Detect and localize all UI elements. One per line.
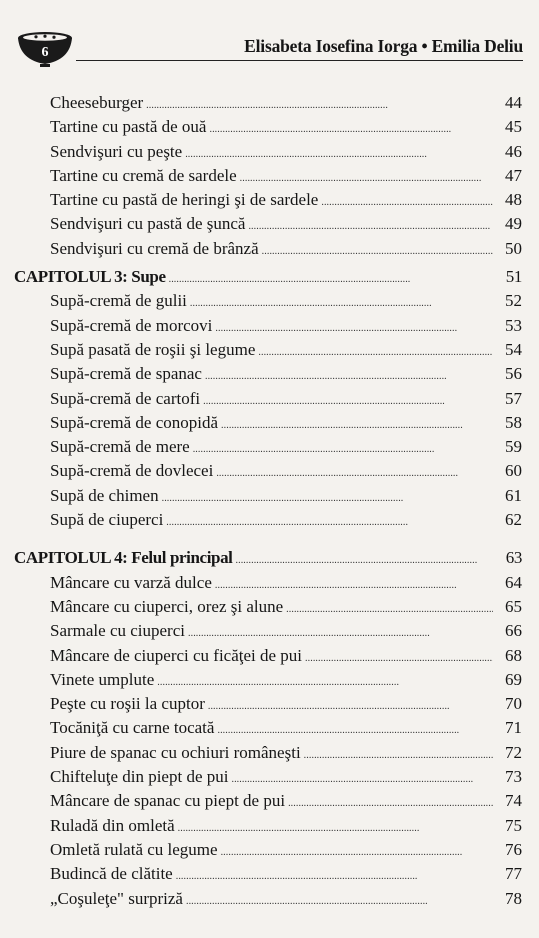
toc-entry-title: Tartine cu pastă de heringi şi de sardele <box>50 190 319 210</box>
toc-entry-page: 50 <box>505 238 522 258</box>
toc-entry-page: 56 <box>505 364 522 384</box>
dot-leader <box>258 340 493 360</box>
toc-entry-title: Sarmale cu ciuperci <box>50 621 185 641</box>
toc-entry <box>14 791 522 815</box>
toc-entry-title: Supă-cremă de gulii <box>50 291 187 311</box>
toc-entry <box>14 840 522 864</box>
toc-entry-page: 73 <box>505 767 522 787</box>
toc-entry-title: Omletă rulată cu legume <box>50 839 218 859</box>
dot-leader <box>217 718 493 738</box>
toc-entry-page: 46 <box>505 141 522 161</box>
toc-entry-page: 49 <box>505 214 522 234</box>
dot-leader <box>209 117 493 137</box>
toc-entry <box>14 573 522 597</box>
toc-entry-title: Supă-cremă de mere <box>50 437 190 457</box>
toc-entry-title: Supă-cremă de morcovi <box>50 315 213 335</box>
dot-leader <box>176 864 493 884</box>
toc-entry <box>14 510 522 534</box>
dot-leader <box>321 190 493 210</box>
dot-leader <box>286 597 493 617</box>
toc-entry-page: 66 <box>505 621 522 641</box>
toc-entry <box>14 340 522 364</box>
toc-entry-title: Tartine cu pastă de ouă <box>50 117 207 137</box>
toc-entry-title: Cheeseburger <box>50 93 144 112</box>
dot-leader <box>304 743 493 763</box>
toc-entry-page: 75 <box>505 815 522 835</box>
toc-entry <box>14 437 522 461</box>
toc-entry-title: Tartine cu cremă de sardele <box>50 165 237 185</box>
dot-leader <box>215 573 493 593</box>
bowl-page-badge-icon <box>14 26 76 68</box>
dot-leader <box>215 316 493 336</box>
toc-entry <box>14 166 522 190</box>
toc-entry-page: 53 <box>505 315 522 335</box>
toc-entry-page: 59 <box>505 437 522 457</box>
toc-entry-title: Piure de spanac cu ochiuri româneşti <box>50 742 301 762</box>
chapter-heading-4 <box>14 548 522 572</box>
dot-leader <box>262 239 493 259</box>
toc-entry <box>14 694 522 718</box>
toc-entry <box>14 214 522 238</box>
dot-leader <box>186 889 493 909</box>
page-number: 6 <box>41 45 49 60</box>
toc-entry <box>14 816 522 840</box>
toc-entry-title: Supă de ciuperci <box>50 510 164 530</box>
toc-entry-page: 64 <box>505 572 522 592</box>
toc-entry-title: Sendvişuri cu peşte <box>50 141 183 161</box>
toc-entry <box>14 718 522 742</box>
toc-entry-page: 58 <box>505 412 522 432</box>
page-header <box>14 26 523 68</box>
toc-entry-title: Mâncare de ciuperci cu ficăţei de pui <box>50 645 303 665</box>
toc-entry <box>14 767 522 791</box>
toc-entry-title: Peşte cu roşii la cuptor <box>50 694 205 714</box>
chapter-title: CAPITOLUL 4: Felul principal <box>14 548 233 568</box>
toc-entry-title: Supă-cremă de conopidă <box>50 412 219 432</box>
toc-entry-title: Tocăniţă cu carne tocată <box>50 718 215 738</box>
toc-entry <box>14 646 522 670</box>
toc-entry-page: 65 <box>505 596 522 616</box>
toc-entry <box>14 486 522 510</box>
dot-leader <box>162 486 493 506</box>
dot-leader <box>231 767 493 787</box>
toc-entry-title: Supă-cremă de dovlecei <box>50 461 214 481</box>
toc-entry-title: Mâncare cu ciuperci, orez şi alune <box>50 596 284 616</box>
toc-entry-title: Vinete umplute <box>50 669 155 689</box>
toc-entry-title: Supă pasată de roşii şi legume <box>50 339 256 359</box>
dot-leader <box>169 267 493 287</box>
toc-entry-page: 68 <box>505 645 522 665</box>
dot-leader <box>178 816 493 836</box>
toc-entry <box>14 597 522 621</box>
toc-entry-title: Sendvişuri cu pastă de şuncă <box>50 214 246 234</box>
toc-entry-page: 69 <box>505 669 522 689</box>
toc-entry <box>14 239 522 263</box>
toc-entry-title: „Coşuleţe" surpriză <box>50 888 183 908</box>
toc-entry-page: 78 <box>505 888 522 908</box>
toc-entry-title: Supă-cremă de cartofi <box>50 388 201 408</box>
dot-leader <box>190 291 493 311</box>
toc-entry-title: Mâncare de spanac cu piept de pui <box>50 791 286 811</box>
toc-entry-title: Chifteluţe din piept de pui <box>50 767 229 787</box>
chapter-title: CAPITOLUL 3: Supe <box>14 267 166 287</box>
toc-entry <box>14 291 522 315</box>
dot-leader <box>221 413 493 433</box>
chapter-page: 51 <box>505 267 522 287</box>
dot-leader <box>221 840 493 860</box>
dot-leader <box>166 510 493 530</box>
dot-leader <box>205 364 493 384</box>
toc-entry-page: 74 <box>505 791 522 811</box>
toc-entry <box>14 889 522 913</box>
author-names: Elisabeta Iosefina Iorga • Emilia Deliu <box>244 36 523 56</box>
toc-entry-page: 57 <box>505 388 522 408</box>
toc-entry <box>14 743 522 767</box>
dot-leader <box>248 214 493 234</box>
toc-entry-page: 52 <box>505 291 522 311</box>
toc-entry-title: Sendvişuri cu cremă de brânză <box>50 238 259 258</box>
toc-entry-page: 72 <box>505 742 522 762</box>
toc-entry <box>14 864 522 888</box>
toc-entry-title: Ruladă din omletă <box>50 815 175 835</box>
toc-entry-page: 54 <box>505 339 522 359</box>
dot-leader <box>188 621 493 641</box>
dot-leader <box>203 389 493 409</box>
toc-entry-page: 61 <box>505 485 522 505</box>
toc-entry <box>14 670 522 694</box>
toc-entry <box>14 316 522 340</box>
header-rule <box>76 60 523 61</box>
dot-leader <box>157 670 493 690</box>
toc-entry-page: 44 <box>505 93 522 112</box>
dot-leader <box>236 548 494 568</box>
toc-entry <box>14 190 522 214</box>
toc-entry <box>14 389 522 413</box>
toc-entry <box>14 413 522 437</box>
chapter-page: 63 <box>505 548 522 568</box>
toc-entry-title: Supă de chimen <box>50 485 159 505</box>
dot-leader <box>288 791 493 811</box>
toc-entry-page: 60 <box>505 461 522 481</box>
toc-entry <box>14 117 522 141</box>
toc-entry-page: 71 <box>505 718 522 738</box>
toc-entry-page: 45 <box>505 117 522 137</box>
toc-entry <box>14 461 522 485</box>
chapter-heading-3 <box>14 267 522 291</box>
toc-entry-title: Budincă de clătite <box>50 864 173 884</box>
dot-leader <box>146 93 493 113</box>
toc-entry-page: 62 <box>505 510 522 530</box>
dot-leader <box>305 646 493 666</box>
dot-leader <box>193 437 493 457</box>
dot-leader <box>208 694 493 714</box>
toc-entry-title: Mâncare cu varză dulce <box>50 572 212 592</box>
toc-entry <box>14 364 522 388</box>
dot-leader <box>185 142 493 162</box>
table-of-contents <box>14 93 522 913</box>
dot-leader <box>240 166 493 186</box>
toc-entry <box>14 621 522 645</box>
toc-entry-page: 76 <box>505 839 522 859</box>
dot-leader <box>216 461 493 481</box>
toc-entry-page: 77 <box>505 864 522 884</box>
toc-entry-page: 47 <box>505 165 522 185</box>
toc-entry <box>14 93 522 117</box>
toc-entry-page: 48 <box>505 190 522 210</box>
toc-entry-title: Supă-cremă de spanac <box>50 364 202 384</box>
toc-entry <box>14 142 522 166</box>
toc-entry-page: 70 <box>505 694 522 714</box>
